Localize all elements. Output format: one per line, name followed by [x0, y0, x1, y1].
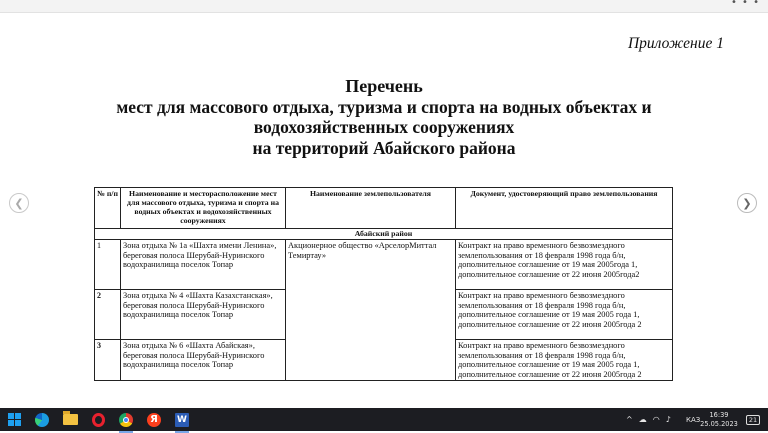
row-place: Зона отдыха № 6 «Шахта Абайская», береговая полоса Шерубай-Нуринского водохранилища поселок Топар — [121, 340, 286, 381]
row-place: Зона отдыха № 4 «Шахта Казахстанская», береговая полоса Шерубай-Нуринского водохранилища поселок Топар — [121, 290, 286, 340]
notification-center-button[interactable] — [744, 408, 762, 431]
windows-start-icon — [7, 413, 21, 427]
header-place: Наименование и месторасположение мест для массового отдыха, туризма и спорта на водных объектах и водохозяйственных сооружениях — [121, 188, 286, 229]
yandex-browser-icon: Я — [147, 413, 161, 427]
title-line-1: Перечень — [345, 76, 423, 96]
header-num: № п/п — [95, 188, 121, 229]
clock-time: 16:39 — [709, 410, 729, 419]
title-line-2: мест для массового отдыха, туризма и спорта на водных объектах и — [116, 96, 652, 117]
header-document: Документ, удостоверяющий право землепользования — [456, 188, 673, 229]
taskbar — [0, 408, 768, 431]
appendix-label: Приложение 1 — [627, 35, 724, 52]
edge-browser-icon — [35, 413, 49, 427]
document-title — [60, 76, 708, 158]
row-document: Контракт на право временного безвозмездного землепользования от 18 февраля 1998 года б/н, дополнительное соглашение от 19 мая 2005 года 1, дополнительное соглашение от 22 июня 2005года 2 — [456, 340, 673, 381]
row-document: Контракт на право временного безвозмездного землепользования от 18 февраля 1998 года б/н, дополнительное соглашение от 19 мая 2005года 1, дополнительное соглашение от 22 июня 2005года2 — [456, 240, 673, 290]
wifi-icon[interactable]: ◠ — [652, 415, 660, 424]
prev-page-button[interactable] — [9, 193, 29, 213]
next-page-button[interactable] — [737, 193, 757, 213]
file-explorer-icon — [63, 414, 78, 425]
word-taskbar-button[interactable] — [172, 410, 192, 429]
region-row — [95, 229, 673, 240]
more-options-icon[interactable]: • • • — [730, 0, 760, 8]
title-line-3: водохозяйственных сооружениях — [253, 117, 515, 137]
file-explorer-taskbar-button[interactable] — [60, 410, 80, 429]
browser-top-bar — [0, 0, 768, 13]
table-row — [95, 240, 673, 290]
header-user: Наименование землепользователя — [286, 188, 456, 229]
word-app-icon: W — [175, 413, 189, 427]
notification-count-badge: 21 — [746, 415, 760, 425]
table-header-row — [95, 188, 673, 229]
row-num: 3 — [95, 340, 121, 381]
network-icon[interactable]: ☁ — [638, 415, 647, 424]
opera-browser-icon — [92, 413, 105, 427]
system-tray-icons — [626, 408, 677, 431]
row-num: 1 — [95, 240, 121, 290]
row-user: Акционерное общество «АрселорМиттал Темиртау» — [286, 240, 456, 381]
clock[interactable] — [700, 408, 738, 431]
windows-start-button[interactable] — [4, 410, 24, 429]
edge-taskbar-button[interactable] — [32, 410, 52, 429]
chrome-browser-icon — [119, 413, 133, 427]
language-indicator[interactable]: КАЗ — [686, 415, 701, 424]
clock-date: 25.05.2023 — [700, 419, 738, 428]
chevron-left-icon: ❮ — [14, 196, 24, 210]
row-place: Зона отдыха № 1а «Шахта имени Ленина», береговая полоса Шерубай-Нуринского водохранилища поселок Топар — [121, 240, 286, 290]
chrome-taskbar-button[interactable] — [116, 410, 136, 429]
region-label: Абайский район — [95, 229, 673, 240]
places-table — [94, 187, 673, 381]
row-document: Контракт на право временного безвозмездного землепользования от 18 февраля 1998 года б/н, дополнительное соглашение от 19 мая 2005 года 1, дополнительное соглашение от 22 июня 2005года 2 — [456, 290, 673, 340]
opera-taskbar-button[interactable] — [88, 410, 108, 429]
chevron-right-icon: ❯ — [742, 196, 752, 210]
title-line-4: на территорий Абайского района — [252, 137, 516, 158]
row-num: 2 — [95, 290, 121, 340]
yandex-taskbar-button[interactable] — [144, 410, 164, 429]
volume-icon[interactable]: ♪ — [665, 415, 671, 424]
show-hidden-icons-icon[interactable]: ^ — [626, 415, 633, 424]
